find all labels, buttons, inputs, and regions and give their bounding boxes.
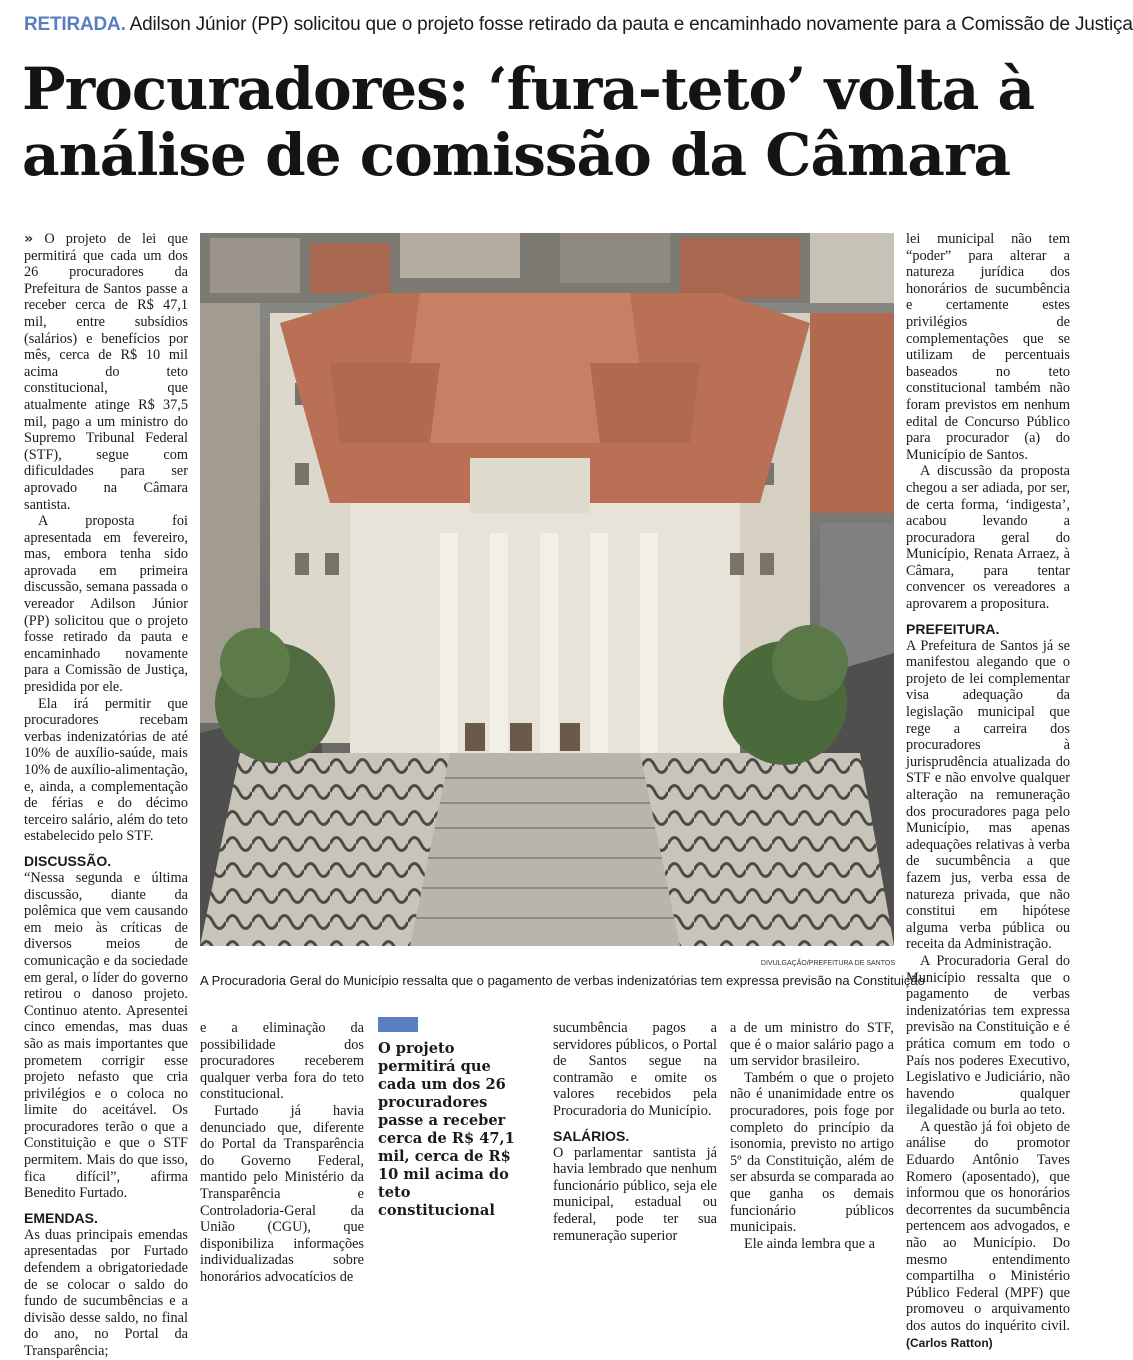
paragraph: O parlamentar santista já havia lembrado que nenhum funcionário público, seja ele municipal, estadual ou federal, pode ter sua remuneração superior xyxy=(553,1144,717,1244)
kicker xyxy=(24,14,1133,42)
paragraph: Também o que o projeto não é unanimidade entre os procuradores, pois foge por completo do princípio da isonomia, previsto no artigo 5º da Constituição, além de ser absurda se comparada ao que ganha os demais funcionário públicos municipais. xyxy=(730,1069,894,1236)
article-column-3 xyxy=(553,1020,717,1244)
article-column-5 xyxy=(906,231,1070,1351)
subheading-emendas: EMENDAS. xyxy=(24,1209,98,1226)
photo-credit: DIVULGAÇÃO/PREFEITURA DE SANTOS xyxy=(760,960,895,967)
paragraph: Ele ainda lembra que a xyxy=(744,1235,875,1252)
article-column-2 xyxy=(200,1020,364,1286)
pullquote-accent-bar xyxy=(378,1017,418,1032)
photo-caption: A Procuradoria Geral do Município ressalta que o pagamento de verbas indenizatórias tem expressa previsão na Constituição xyxy=(200,973,925,988)
paragraph: A proposta foi apresentada em fevereiro, mas, embora tenha sido aprovada em primeira discussão, semana passada o vereador Adilson Júnior (PP) solicitou que o projeto fosse retirado da pauta e encaminhado novamente para a Comissão de Justiça, presidida por ele. xyxy=(24,513,188,696)
headline-line-1: Procuradores: ‘fura-teto’ volta à xyxy=(22,55,1035,123)
subheading-salarios: SALÁRIOS. xyxy=(553,1127,630,1144)
paragraph: A Procuradoria Geral do Município ressalta que o pagamento de verbas indenizatórias tem expressa previsão na Constituição e é prática comum em todo o País nos poderes Executivo, Legislativo e Judiciário, não havendo qualquer ilegalidade ou burla ao teto. xyxy=(906,952,1070,1119)
paragraph: sucumbência pagos a servidores públicos, o Portal de Santos segue na contramão e omite os valores recebidos pela Procuradoria do Município. xyxy=(553,1020,717,1119)
headline-line-2: análise de comissão da Câmara xyxy=(22,121,1011,189)
pullquote: O projeto permitirá que cada um dos 26 procuradores passe a receber cerca de R$ 47,1 mil, cerca de R$ 10 mil acima do teto constitucional xyxy=(378,1040,515,1219)
article-column-1 xyxy=(24,231,188,1360)
lead-chevron-icon: » xyxy=(24,231,34,247)
author-signature: (Carlos Ratton) xyxy=(906,1335,993,1350)
paragraph: e a eliminação da possibilidade dos procuradores receberem qualquer verba fora do teto constitucional. xyxy=(200,1020,364,1103)
kicker-tag: RETIRADA. xyxy=(24,14,126,35)
headline xyxy=(22,56,1072,188)
article-column-4 xyxy=(730,1020,894,1252)
paragraph xyxy=(24,231,188,513)
paragraph: lei municipal não tem “poder” para alterar a natureza jurídica dos honorários de sucumbência e certamente estes privilégios de complementações que se utilizam de percentuais baseados no teto constitucional também não foram previstos em nenhum edital de Concurso Público para procurador (a) do Município de Santos. xyxy=(906,231,1070,463)
subheading-discussao: DISCUSSÃO. xyxy=(24,852,112,869)
kicker-text: Adilson Júnior (PP) solicitou que o projeto fosse retirado da pauta e encaminhado novamente para a Comissão de Justiça xyxy=(125,14,1133,35)
procuradoria-building-image xyxy=(200,233,894,946)
paragraph xyxy=(906,1119,1070,1351)
paragraph: A Prefeitura de Santos já se manifestou alegando que o projeto de lei complementar visa adequação da legislação municipal que rege a carreira dos procuradores à jurisprudência atualizada do STF e não envolve qualquer alteração na remuneração dos procuradores paga pelo Município, mas apenas adequações relativas à verba de sucumbência a que fazem jus, verba essa de natureza privada, que não constitui em hipótese alguma verba pública ou receita da Administração. xyxy=(906,637,1070,953)
paragraph-text: O projeto de lei que permitirá que cada um dos 26 procuradores da Prefeitura de Santos passe a receber cerca de R$ 47,1 mil, entre subsídios (salários) e benefícios por mês, cerca de R$ 10 mil acima do teto constitucional, que atualmente atinge R$ 37,5 mil, pago a um ministro do Supremo Tribunal Federal (STF), segue com dificuldades para ser aprovado na Câmara santista. xyxy=(24,231,189,513)
building-photo xyxy=(200,233,894,946)
subheading-prefeitura: PREFEITURA. xyxy=(906,620,1000,637)
paragraph-text: A questão já foi objeto de análise do promotor Eduardo Antônio Taves Romero (aposentado), que informou que os honorários decorrentes da sucumbência pertencem aos advogados, e não ao Município. Do mesmo entendimento compartilha o Ministério Público Federal (MPF) que promoveu o arquivamento dos autos do inquérito civil. xyxy=(906,1118,1070,1334)
paragraph: “Nessa segunda e última discussão, diante da polêmica que vem causando em meio às críticas de diversos meios de comunicação e da sociedade em geral, o líder do governo retirou o danoso projeto. Continuo atento. Apresentei cinco emendas, mas duas são as mais importantes que prometem corrigir esse projeto nefasto que cria privilégios e o coloca no limite do aceitável. Os procuradores terão o que a Constituição e que o STF permitem. Mais do que isso, fica difícil”, afirma Benedito Furtado. xyxy=(24,869,188,1202)
paragraph: a de um ministro do STF, que é o maior salário pago a um servidor brasileiro. xyxy=(730,1020,894,1070)
paragraph: Ela irá permitir que procuradores recebam verbas indenizatórias de até 10% de auxílio-saúde, mais 10% de auxílio-alimentação, e, ainda, a complementação de férias e do décimo terceiro salário, além do teto estabelecido pelo STF. xyxy=(24,695,188,845)
paragraph: As duas principais emendas apresentadas por Furtado defendem a obrigatoriedade de se colocar o saldo do fundo de sucumbências e a divisão desse saldo, no final do ano, no Portal da Transparência; xyxy=(24,1226,188,1359)
paragraph: A discussão da proposta chegou a ser adiada, por ser, de certa forma, ‘indigesta’, acabou levando a procuradora geral do Município, Renata Arraez, à Câmara, para tentar convencer os vereadores a aprovarem a propositura. xyxy=(906,463,1070,613)
paragraph: Furtado já havia denunciado que, diferente do Portal da Transparência do Governo Federal, mantido pelo Ministério da Transparência e Controladoria-Geral da União (CGU), que disponibiliza informações individualizadas sobre honorários advocatícios de xyxy=(200,1102,364,1285)
